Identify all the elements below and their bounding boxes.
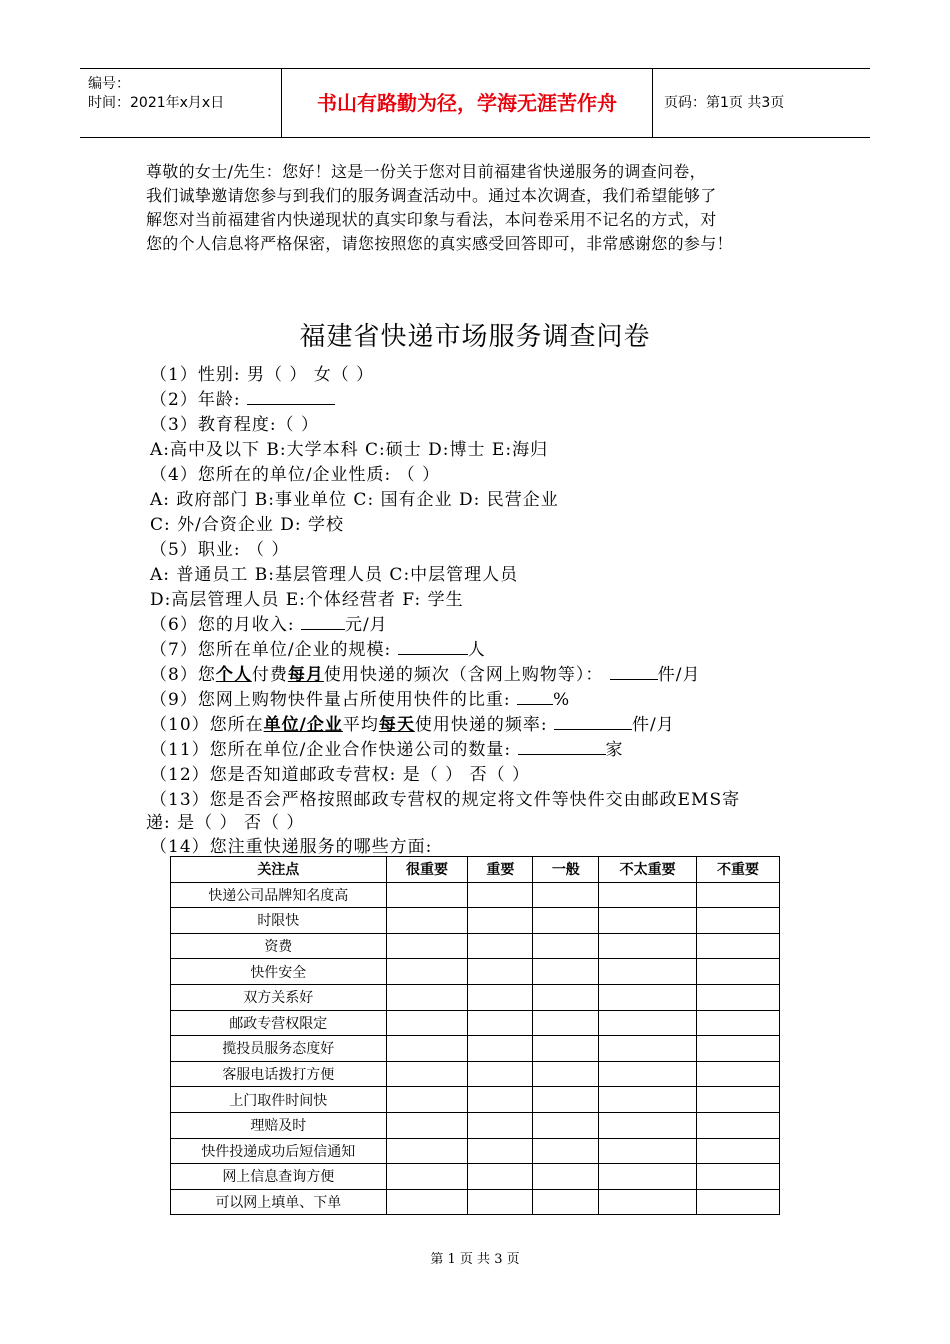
rating-cell[interactable]	[599, 1164, 697, 1190]
importance-table	[170, 856, 780, 1215]
rating-cell[interactable]	[468, 933, 533, 959]
question-8-text-e: 使用快递的频次（含网上购物等）：	[323, 665, 604, 685]
question-5: （5）职业: （ ）	[150, 540, 290, 560]
table-row	[171, 1087, 780, 1113]
question-7-unit: 人	[467, 640, 486, 660]
rating-cell[interactable]	[533, 1010, 599, 1036]
question-9-text: （9）您网上购物快件量占所使用快件的比重:	[150, 690, 511, 710]
table-row	[171, 882, 780, 908]
table-header-neutral: 一般	[533, 857, 599, 883]
number-label: 编号：	[88, 76, 130, 92]
daily-frequency-blank[interactable]	[554, 713, 632, 730]
rating-cell[interactable]	[697, 959, 780, 985]
table-header-row	[171, 857, 780, 883]
rating-cell[interactable]	[533, 933, 599, 959]
rating-cell[interactable]	[533, 959, 599, 985]
age-blank[interactable]	[247, 388, 335, 405]
rating-cell[interactable]	[697, 882, 780, 908]
question-14: （14）您注重快递服务的哪些方面:	[150, 837, 433, 857]
table-row	[171, 908, 780, 934]
table-row-label: 网上信息查询方便	[171, 1164, 387, 1190]
rating-cell[interactable]	[386, 1112, 468, 1138]
question-1: （1）性别: 男（ ） 女（ ）	[150, 365, 375, 385]
table-row-label: 邮政专营权限定	[171, 1010, 387, 1036]
question-8-emphasis-monthly: 每月	[287, 665, 324, 685]
table-header-important: 重要	[468, 857, 533, 883]
page-title: 福建省快递市场服务调查问卷	[299, 322, 651, 352]
rating-cell[interactable]	[468, 1112, 533, 1138]
question-10-text-e: 使用快递的频率:	[414, 715, 548, 735]
table-row-label: 可以网上填单、下单	[171, 1189, 387, 1215]
rating-cell[interactable]	[599, 1087, 697, 1113]
table-header-less-important: 不太重要	[599, 857, 697, 883]
question-11-unit: 家	[605, 740, 624, 760]
rating-cell[interactable]	[468, 908, 533, 934]
question-7-text: （7）您所在单位/企业的规模:	[150, 640, 392, 660]
table-row	[171, 959, 780, 985]
rating-cell[interactable]	[599, 959, 697, 985]
question-4-options-b: C: 外/合资企业 D: 学校	[150, 515, 345, 535]
rating-cell[interactable]	[599, 1036, 697, 1062]
rating-cell[interactable]	[599, 1010, 697, 1036]
question-8-text-c: 付费	[251, 665, 288, 685]
rating-cell[interactable]	[468, 1087, 533, 1113]
rating-cell[interactable]	[386, 908, 468, 934]
question-6-text: （6）您的月收入:	[150, 615, 295, 635]
time-label: 时间：2021年x月x日	[88, 95, 225, 111]
question-6-unit: 元/月	[344, 615, 388, 635]
document-header	[80, 68, 870, 138]
rating-cell[interactable]	[386, 882, 468, 908]
rating-cell[interactable]	[468, 1061, 533, 1087]
rating-cell[interactable]	[697, 984, 780, 1010]
rating-cell[interactable]	[697, 1087, 780, 1113]
rating-cell[interactable]	[599, 1138, 697, 1164]
table-row-label: 理赔及时	[171, 1112, 387, 1138]
question-8	[150, 660, 700, 685]
question-3-options: A:高中及以下 B:大学本科 C:硕士 D:博士 E:海归	[150, 440, 549, 460]
rating-cell[interactable]	[468, 1189, 533, 1215]
question-9	[150, 685, 570, 710]
table-row-label: 时限快	[171, 908, 387, 934]
rating-cell[interactable]	[697, 933, 780, 959]
rating-cell[interactable]	[533, 1061, 599, 1087]
rating-cell[interactable]	[468, 1036, 533, 1062]
rating-cell[interactable]	[533, 1164, 599, 1190]
rating-cell[interactable]	[386, 1036, 468, 1062]
table-row-label: 快件投递成功后短信通知	[171, 1138, 387, 1164]
rating-cell[interactable]	[599, 882, 697, 908]
rating-cell[interactable]	[386, 1010, 468, 1036]
scale-blank[interactable]	[398, 638, 468, 655]
rating-cell[interactable]	[697, 1164, 780, 1190]
rating-cell[interactable]	[697, 908, 780, 934]
question-5-options-b: D:高层管理人员 E:个体经营者 F: 学生	[150, 590, 464, 610]
rating-cell[interactable]	[468, 1138, 533, 1164]
rating-cell[interactable]	[533, 1189, 599, 1215]
question-13-line-b: 递: 是（ ） 否（ ）	[146, 813, 305, 833]
rating-cell[interactable]	[386, 959, 468, 985]
question-8-text-a: （8）您	[150, 665, 216, 685]
intro-line: 尊敬的女士/先生：您好！这是一份关于您对目前福建省快递服务的调查问卷，	[146, 162, 706, 181]
table-row	[171, 1010, 780, 1036]
header-motto: 书山有路勤为径，学海无涯苦作舟	[281, 69, 653, 137]
question-8-unit: 件/月	[657, 665, 701, 685]
rating-cell[interactable]	[533, 1036, 599, 1062]
question-4-options-a: A: 政府部门 B:事业单位 C: 国有企业 D: 民营企业	[150, 490, 559, 510]
rating-cell[interactable]	[697, 1061, 780, 1087]
rating-cell[interactable]	[697, 1189, 780, 1215]
rating-cell[interactable]	[468, 984, 533, 1010]
question-2-text: （2）年龄:	[150, 390, 241, 410]
rating-cell[interactable]	[386, 984, 468, 1010]
frequency-blank[interactable]	[610, 663, 658, 680]
rating-cell[interactable]	[599, 933, 697, 959]
question-9-unit: %	[552, 690, 571, 710]
income-blank[interactable]	[301, 613, 345, 630]
rating-cell[interactable]	[599, 1189, 697, 1215]
question-12: （12）您是否知道邮政专营权: 是（ ） 否（ ）	[150, 765, 530, 785]
page-footer: 第 1 页 共 3 页	[430, 1252, 520, 1267]
rating-cell[interactable]	[533, 882, 599, 908]
question-7	[150, 635, 486, 660]
question-6	[150, 610, 388, 635]
rating-cell[interactable]	[533, 1087, 599, 1113]
company-count-blank[interactable]	[518, 738, 606, 755]
table-row	[171, 1112, 780, 1138]
page-label: 页码：第1页 共3页	[664, 95, 785, 111]
intro-paragraph	[146, 160, 836, 256]
rating-cell[interactable]	[533, 1112, 599, 1138]
table-row	[171, 1164, 780, 1190]
rating-cell[interactable]	[599, 984, 697, 1010]
rating-cell[interactable]	[386, 1164, 468, 1190]
header-meta	[80, 69, 280, 137]
table-row	[171, 1189, 780, 1215]
intro-line: 解您对当前福建省内快递现状的真实印象与看法，本问卷采用不记名的方式，对	[146, 210, 717, 229]
table-row	[171, 984, 780, 1010]
rating-cell[interactable]	[599, 1112, 697, 1138]
rating-cell[interactable]	[468, 959, 533, 985]
rating-cell[interactable]	[386, 1061, 468, 1087]
table-row	[171, 1036, 780, 1062]
question-11-text: （11）您所在单位/企业合作快递公司的数量:	[150, 740, 512, 760]
question-10-text-c: 平均	[342, 715, 379, 735]
rating-cell[interactable]	[468, 1010, 533, 1036]
rating-cell[interactable]	[697, 1138, 780, 1164]
question-3: （3）教育程度:（ ）	[150, 415, 319, 435]
question-10-emphasis-daily: 每天	[378, 715, 415, 735]
rating-cell[interactable]	[697, 1112, 780, 1138]
question-2	[150, 385, 335, 410]
rating-cell[interactable]	[533, 984, 599, 1010]
table-row-label: 双方关系好	[171, 984, 387, 1010]
rating-cell[interactable]	[697, 1036, 780, 1062]
table-row	[171, 1138, 780, 1164]
question-10-unit: 件/月	[632, 715, 675, 735]
table-row-label: 资费	[171, 933, 387, 959]
rating-cell[interactable]	[599, 908, 697, 934]
rating-cell[interactable]	[533, 908, 599, 934]
rating-cell[interactable]	[386, 933, 468, 959]
question-10-text-a: （10）您所在	[150, 715, 264, 735]
intro-line: 我们诚挚邀请您参与到我们的服务调查活动中。通过本次调查，我们希望能够了	[146, 186, 717, 205]
question-10-emphasis-unit: 单位/企业	[263, 715, 343, 735]
rating-cell[interactable]	[386, 1087, 468, 1113]
question-4: （4）您所在的单位/企业性质: （ ）	[150, 465, 441, 485]
table-header-focus: 关注点	[171, 857, 387, 883]
rating-cell[interactable]	[468, 1164, 533, 1190]
ratio-blank[interactable]	[517, 688, 553, 705]
table-row-label: 上门取件时间快	[171, 1087, 387, 1113]
question-10	[150, 710, 675, 735]
rating-cell[interactable]	[697, 1010, 780, 1036]
rating-cell[interactable]	[386, 1189, 468, 1215]
table-row-label: 客服电话拨打方便	[171, 1061, 387, 1087]
rating-cell[interactable]	[386, 1138, 468, 1164]
rating-cell[interactable]	[599, 1061, 697, 1087]
table-row	[171, 933, 780, 959]
question-13-line-a: （13）您是否会严格按照邮政专营权的规定将文件等快件交由邮政EMS寄	[150, 790, 741, 810]
question-11	[150, 735, 624, 760]
table-header-not-important: 不重要	[697, 857, 780, 883]
table-row-label: 快件安全	[171, 959, 387, 985]
table-row-label: 揽投员服务态度好	[171, 1036, 387, 1062]
table-header-very-important: 很重要	[386, 857, 468, 883]
table-row-label: 快递公司品牌知名度高	[171, 882, 387, 908]
question-5-options-a: A: 普通员工 B:基层管理人员 C:中层管理人员	[150, 565, 519, 585]
question-8-emphasis-personal: 个人	[215, 665, 252, 685]
intro-line: 您的个人信息将严格保密，请您按照您的真实感受回答即可，非常感谢您的参与！	[146, 234, 733, 253]
rating-cell[interactable]	[468, 882, 533, 908]
table-row	[171, 1061, 780, 1087]
rating-cell[interactable]	[533, 1138, 599, 1164]
